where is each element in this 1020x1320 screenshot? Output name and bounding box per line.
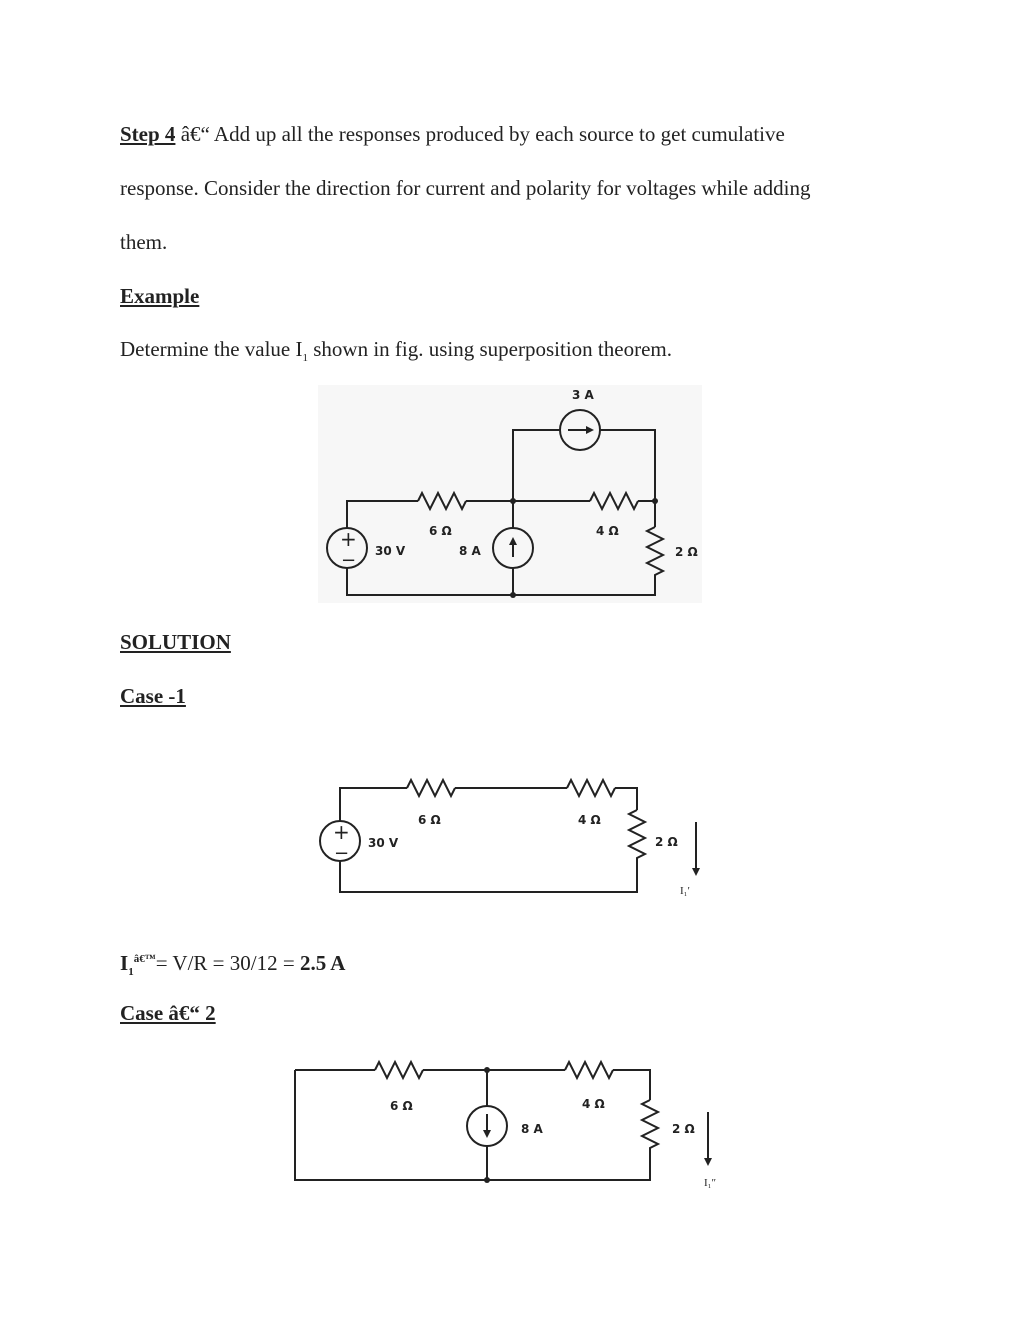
label-6ohm: 6 Ω: [418, 813, 441, 827]
prompt-pre: Determine the value I: [120, 337, 303, 361]
eq-body: = V/R = 30/12 =: [155, 951, 300, 975]
case1-equation: [120, 947, 345, 984]
case1-heading: Case -1: [120, 684, 186, 708]
step4-line-3: them.: [120, 230, 168, 254]
prompt-sub: 1: [302, 352, 308, 365]
minus-sign: −: [341, 550, 357, 571]
label-3a: 3 A: [572, 388, 594, 402]
case2-heading: Case â€“ 2: [120, 1001, 216, 1025]
label-4ohm: 4 Ω: [596, 524, 619, 538]
label-6ohm: 6 Ω: [429, 524, 452, 538]
step4-line-2: response. Consider the direction for current and polarity for voltages while adding: [120, 176, 811, 200]
step4-text-a: â€“ Add up all the responses produced by each source to get cumulative: [175, 122, 785, 146]
example-prompt: [120, 337, 672, 370]
example-heading: Example: [120, 284, 200, 308]
eq-symbol: I: [120, 951, 129, 975]
label-30v: 30 V: [375, 544, 406, 558]
label-30v: 30 V: [368, 836, 399, 850]
label-6ohm: 6 Ω: [390, 1099, 413, 1113]
plus-sign: +: [333, 820, 350, 844]
label-2ohm: 2 Ω: [675, 545, 698, 559]
circuit-figure-case2: [290, 1050, 730, 1200]
label-2ohm: 2 Ω: [672, 1122, 695, 1136]
label-i1-prime: I₁′: [680, 885, 690, 897]
eq-result: 2.5 A: [299, 951, 346, 975]
label-i1-double-prime: I₁″: [704, 1177, 717, 1189]
eq-sub: 1: [128, 966, 134, 979]
circuit-figure-case1: [312, 770, 712, 905]
label-4ohm: 4 Ω: [578, 813, 601, 827]
step4-heading: Step 4: [120, 122, 176, 146]
prompt-post: shown in fig. using superposition theorem.: [308, 337, 672, 361]
label-2ohm: 2 Ω: [655, 835, 678, 849]
plus-sign: +: [340, 527, 357, 551]
label-4ohm: 4 Ω: [582, 1097, 605, 1111]
minus-sign: −: [334, 843, 350, 864]
solution-heading: SOLUTION: [120, 630, 231, 654]
circuit-figure-1: [318, 385, 702, 603]
label-8a: 8 A: [459, 544, 481, 558]
step4-line-1: [120, 122, 785, 146]
eq-sup: â€™: [133, 953, 156, 965]
label-8a: 8 A: [521, 1122, 543, 1136]
